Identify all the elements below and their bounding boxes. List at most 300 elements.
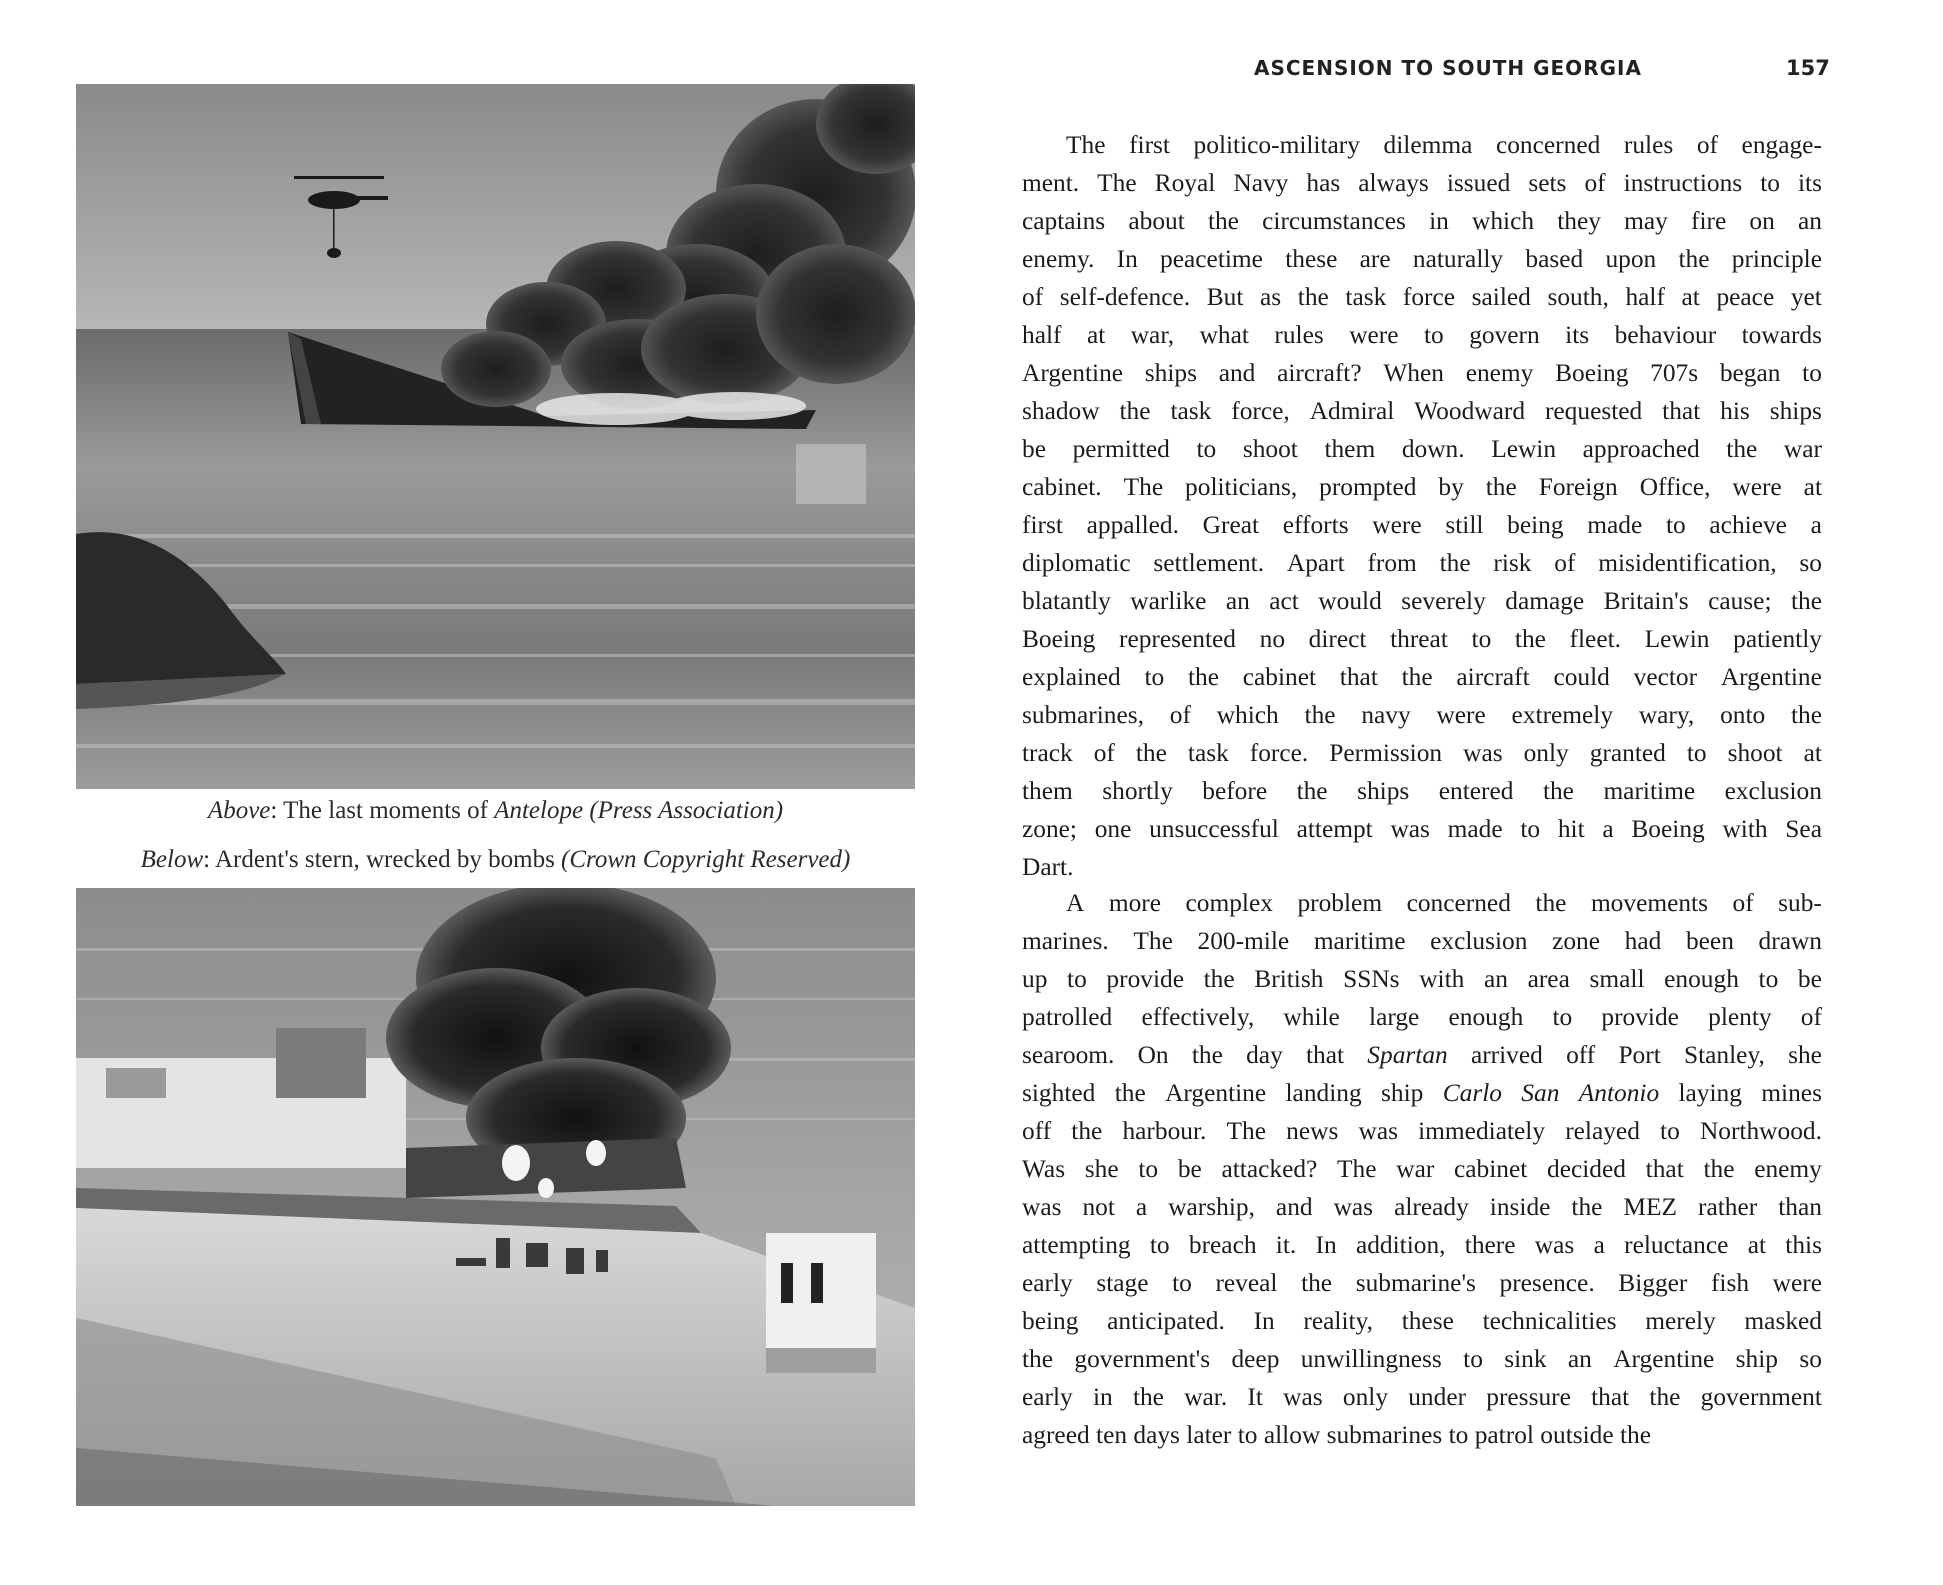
text-word: a [1602,815,1614,843]
text-word: 707s [1650,359,1699,387]
text-line [1022,1340,1822,1378]
text-word: agreed [1022,1421,1097,1449]
text-word: It [1247,1383,1263,1411]
text-word: ships [1357,777,1410,805]
text-word: on [1749,207,1775,235]
text-word: efforts [1282,511,1349,539]
text-line [1022,1188,1822,1226]
text-word: peace [1716,283,1775,311]
text-word: On [1137,1041,1169,1069]
text-word: enemy. [1022,245,1095,273]
text-word: attempt [1296,815,1373,843]
text-word: was [1283,1383,1323,1411]
text-word: later [1186,1421,1238,1449]
text-word: shadow [1022,397,1100,425]
text-word: unsuccessful [1149,815,1279,843]
text-word: ment. [1022,169,1080,197]
caption-below-prefix: Below [140,846,204,873]
text-word: landing [1285,1079,1362,1107]
text-word: with [1722,815,1768,843]
text-word: In [1315,1231,1337,1259]
text-word: Boeing [1555,359,1629,387]
text-word: drawn [1758,927,1822,955]
text-word: attacked? [1221,1155,1318,1183]
text-word: cabinet. [1022,473,1102,501]
text-word: been [1685,927,1734,955]
text-word: to [1149,1231,1170,1259]
text-word: the [1207,207,1239,235]
text-word: shortly [1102,777,1173,805]
text-word: the [1304,701,1336,729]
text-word: submarines [1326,1421,1449,1449]
text-line [1022,620,1822,658]
text-word: be [1797,965,1822,993]
text-word: still [1445,511,1484,539]
text-word: instructions [1623,169,1743,197]
text-word: were [1732,473,1782,501]
text-word: the [1191,1041,1223,1069]
text-word: The [1097,169,1137,197]
text-word: Woodward [1414,397,1526,425]
text-word: issued [1446,169,1511,197]
text-word: sailed [1471,283,1531,311]
text-word: wary, [1638,701,1695,729]
text-word: no [1259,625,1286,653]
text-word: that [1645,1155,1684,1183]
text-word: these [1285,245,1338,273]
text-word: a [1810,511,1822,539]
text-word: complex [1185,889,1273,917]
text-word: as [1260,283,1282,311]
text-word: entered [1438,777,1514,805]
text-word: exclusion [1724,777,1822,805]
text-word: the [1542,777,1574,805]
photo-ardent-image [76,888,915,1506]
text-word: ships [1144,359,1197,387]
text-word: Argentine [1022,359,1124,387]
page-number: 157 [1786,56,1830,80]
text-word: while [1283,1003,1340,1031]
caption-below [76,845,915,875]
text-line [1022,392,1822,430]
text-word: which [1472,207,1535,235]
text-word: the [1485,473,1517,501]
text-word: pressure [1486,1383,1571,1411]
text-word: made [1587,511,1643,539]
text-word: severely [1401,587,1486,615]
text-word: early [1022,1269,1073,1297]
text-word: represented [1118,625,1236,653]
text-word: cabinet [1242,663,1317,691]
text-word: the [1790,587,1822,615]
text-word: ships [1769,397,1822,425]
text-line [1022,582,1822,620]
text-word: rather [1698,1193,1758,1221]
text-word: ship [1735,1345,1778,1373]
text-word: In [1253,1307,1275,1335]
text-line [1022,1036,1822,1074]
text-word: self-defence. [1059,283,1191,311]
caption-above-sep: : [270,797,284,824]
text-word: In [1116,245,1138,273]
text-word: immediately [1418,1117,1546,1145]
text-word: zone; [1022,815,1077,843]
text-word: The [1066,131,1106,159]
text-word: the [1297,283,1329,311]
text-word: to [1448,1421,1475,1449]
text-word: the [1790,701,1822,729]
text-word: by [1438,473,1464,501]
text-word: hit [1557,815,1585,843]
text-word: an [1225,587,1250,615]
text-word: Lewin [1491,435,1557,463]
text-word: deep [1231,1345,1280,1373]
text-word: fire [1690,207,1727,235]
text-word: force [1402,283,1456,311]
text-word: could [1553,663,1610,691]
text-word: patrolled [1022,1003,1113,1031]
text-word: cabinet [1454,1155,1528,1183]
text-word: enough [1664,965,1739,993]
text-line [1022,772,1822,810]
text-word: ship [1381,1079,1424,1107]
text-word: addition, [1355,1231,1446,1259]
text-word: warlike [1130,587,1207,615]
text-word: was [1463,739,1503,767]
text-word: mines [1761,1079,1822,1107]
text-word: govern [1469,321,1540,349]
text-word: days [1133,1421,1187,1449]
text-word: the [1296,777,1328,805]
text-word: half [1022,321,1062,349]
text-line [1022,1264,1822,1302]
text-word: she [1084,1155,1119,1183]
text-line [1022,1378,1822,1416]
text-line [1022,998,1822,1036]
text-word: requested [1544,397,1643,425]
text-word: 200-mile [1197,927,1290,955]
text-word: in [1092,1383,1113,1411]
text-word: yet [1790,283,1822,311]
text-word: at [1803,473,1822,501]
text-word: Britain's [1603,587,1689,615]
text-word: reality, [1303,1307,1373,1335]
text-word: the [1135,739,1167,767]
text-line [1022,278,1822,316]
text-word: circumstances [1262,207,1406,235]
text-word: aircraft? [1277,359,1362,387]
text-word: permitted [1072,435,1170,463]
text-word: them [1022,777,1073,805]
text-word: Sea [1785,815,1822,843]
text-word: of [1696,131,1718,159]
text-word: the [1071,1117,1103,1145]
text-word: them [1324,435,1376,463]
text-word: plenty [1708,1003,1772,1031]
text-word: at [1747,1231,1767,1259]
caption-below-sep: : [203,846,215,873]
text-word: up [1022,965,1048,993]
text-word: may [1624,207,1668,235]
text-word: small [1589,965,1645,993]
text-word: to [1665,511,1686,539]
text-word: area [1527,965,1570,993]
text-word: Argentine [1165,1079,1267,1107]
text-word: damage [1505,587,1585,615]
text-word: misidentification, [1598,549,1777,577]
text-word: being [1022,1307,1079,1335]
caption-above-ship: Antelope [494,797,584,824]
text-word: reluctance [1624,1231,1729,1259]
text-line [1022,468,1822,506]
text-word: allow [1263,1421,1327,1449]
text-word: When [1383,359,1444,387]
text-word: Antonio [1578,1079,1660,1107]
text-word: arrived [1470,1041,1543,1069]
text-word: force, [1231,397,1290,425]
text-word: in [1429,207,1449,235]
text-word: harbour. [1122,1117,1207,1145]
text-word: that [1339,663,1378,691]
text-word: technicalities [1482,1307,1617,1335]
text-word: and [1218,359,1256,387]
text-word: at [1086,321,1106,349]
text-word: enough [1448,1003,1524,1031]
text-word: first [1022,511,1063,539]
text-word: upon [1605,245,1657,273]
text-word: war [1783,435,1822,463]
text-word: based [1525,245,1584,273]
text-word: of [1800,1003,1822,1031]
text-word: than [1778,1193,1822,1221]
text-word: to [1196,435,1217,463]
text-word: maritime [1603,777,1696,805]
text-word: to [1760,169,1780,197]
caption-above [76,796,915,826]
text-word: which [1216,701,1279,729]
text-word: so [1799,549,1822,577]
text-word: fish [1710,1269,1750,1297]
text-word: threat [1390,625,1448,653]
text-word: breach [1188,1231,1257,1259]
text-line [1022,430,1822,468]
photo-antelope-image [76,84,915,789]
text-word: navy [1361,701,1411,729]
text-word: politicians, [1185,473,1298,501]
text-word: problem [1297,889,1383,917]
text-word: his [1720,397,1750,425]
text-word: to [1520,815,1541,843]
text-word: task [1170,397,1212,425]
text-word: one [1094,815,1132,843]
text-word: Royal [1154,169,1216,197]
text-word: behaviour [1614,321,1717,349]
text-word: were [1372,511,1422,539]
text-line [1022,848,1822,886]
text-word: settlement. [1153,549,1265,577]
text-word: patrol [1474,1421,1541,1449]
text-word: the [1726,435,1758,463]
text-word: was [1390,815,1430,843]
text-word: early [1022,1383,1073,1411]
text-word: the [1678,245,1710,273]
text-word: to [1424,321,1444,349]
text-word: to [1471,625,1492,653]
text-word: only [1523,739,1569,767]
text-word: provide [1106,965,1184,993]
text-word: shoot [1242,435,1298,463]
text-word: was [1534,1231,1575,1259]
text-word: at [1803,739,1822,767]
text-word: prompted [1319,473,1417,501]
text-word: were [1349,321,1399,349]
text-word: peacetime [1160,245,1263,273]
text-word: always [1358,169,1429,197]
text-word: the [1649,1383,1681,1411]
text-line [1022,1112,1822,1150]
text-word: But [1206,283,1244,311]
text-word: dilemma [1383,131,1473,159]
text-word: to [1802,359,1822,387]
text-word: engage- [1741,131,1822,159]
text-word: reveal [1215,1269,1278,1297]
text-word: A [1066,889,1085,917]
text-word: sink [1504,1345,1547,1373]
text-word: before [1202,777,1268,805]
text-word: The [1123,473,1164,501]
text-word: British [1254,965,1324,993]
text-line [1022,960,1822,998]
text-word: towards [1741,321,1822,349]
text-word: attempting [1022,1231,1131,1259]
text-word: the [1301,1269,1333,1297]
text-word: movements [1590,889,1708,917]
caption-above-text: The last moments of [283,797,495,824]
text-word: Boeing [1022,625,1096,653]
text-word: Argentine [1720,663,1822,691]
text-line [1022,354,1822,392]
text-word: a [1593,1231,1605,1259]
text-line [1022,810,1822,848]
text-line [1022,164,1822,202]
text-word: the [1620,1421,1652,1449]
text-word: masked [1744,1307,1822,1335]
text-word: granted [1589,739,1666,767]
text-word: submarines, [1022,701,1144,729]
text-word: enemy [1465,359,1534,387]
text-word: Office, [1639,473,1711,501]
text-word: rules [1623,131,1674,159]
running-header: ASCENSION TO SOUTH GEORGIA [1254,56,1642,80]
text-word: be [1022,435,1046,463]
text-word: has [1306,169,1341,197]
text-word: the [1571,1193,1603,1221]
text-word: war [1396,1155,1435,1183]
text-word: diplomatic [1022,549,1131,577]
text-word: the [1535,889,1567,917]
text-word: what [1199,321,1249,349]
text-word: the [1187,663,1219,691]
text-line [1022,544,1822,582]
text-word: effectively, [1141,1003,1255,1031]
text-word: half [1625,283,1665,311]
text-word: with [1419,965,1465,993]
text-word: about [1128,207,1185,235]
text-word: force. [1249,739,1309,767]
text-word: to [1758,965,1779,993]
text-word: exclusion [1430,927,1528,955]
text-word: off [1022,1117,1052,1145]
text-word: the [1514,625,1546,653]
text-word: merely [1645,1307,1716,1335]
text-word: achieve [1709,511,1787,539]
text-word: zone [1552,927,1601,955]
text-word: these [1401,1307,1454,1335]
text-word: they [1557,207,1601,235]
text-word: the [1439,549,1471,577]
text-word: relayed [1565,1117,1640,1145]
text-word: an [1797,207,1822,235]
text-word: from [1367,549,1417,577]
text-word: of [1093,739,1115,767]
text-word: to [1463,1345,1483,1373]
text-word: Port [1618,1041,1661,1069]
text-word: Carlo [1442,1079,1502,1107]
text-line [1022,884,1822,922]
text-line [1022,1150,1822,1188]
text-word: rules [1274,321,1324,349]
text-word: MEZ [1623,1193,1678,1221]
text-line [1022,126,1822,164]
text-word: marines. [1022,927,1109,955]
text-word: so [1799,1345,1822,1373]
text-word: Foreign [1538,473,1618,501]
text-word: Apart [1286,549,1345,577]
text-word: Dart. [1022,853,1074,881]
text-word: The [1133,927,1173,955]
text-word: was [1333,1193,1374,1221]
text-word: patiently [1733,625,1822,653]
text-word: ten [1096,1421,1134,1449]
text-word: only [1342,1383,1389,1411]
caption-above-credit: (Press Association) [583,797,784,824]
text-word: approached [1582,435,1700,463]
text-word: to [1237,1421,1264,1449]
text-word: Boeing [1631,815,1705,843]
text-word: inside [1489,1193,1551,1221]
text-word: its [1565,321,1590,349]
text-word: maritime [1313,927,1406,955]
text-word: unwillingness [1300,1345,1442,1373]
text-line [1022,696,1822,734]
text-word: searoom. [1022,1041,1115,1069]
text-word: cause; [1708,587,1772,615]
text-word: Northwood. [1699,1117,1822,1145]
caption-below-credit: (Crown Copyright Reserved) [561,846,851,873]
text-line [1022,658,1822,696]
text-word: the [1022,1345,1054,1373]
text-word: sets [1528,169,1567,197]
text-word: submarine's [1355,1269,1476,1297]
text-word: to [1144,663,1165,691]
text-word: direct [1308,625,1367,653]
text-line [1022,506,1822,544]
text-word: concerned [1406,889,1511,917]
text-word: being [1507,511,1564,539]
text-word: the [1114,1079,1146,1107]
text-word: principle [1731,245,1822,273]
text-word: track [1022,739,1073,767]
